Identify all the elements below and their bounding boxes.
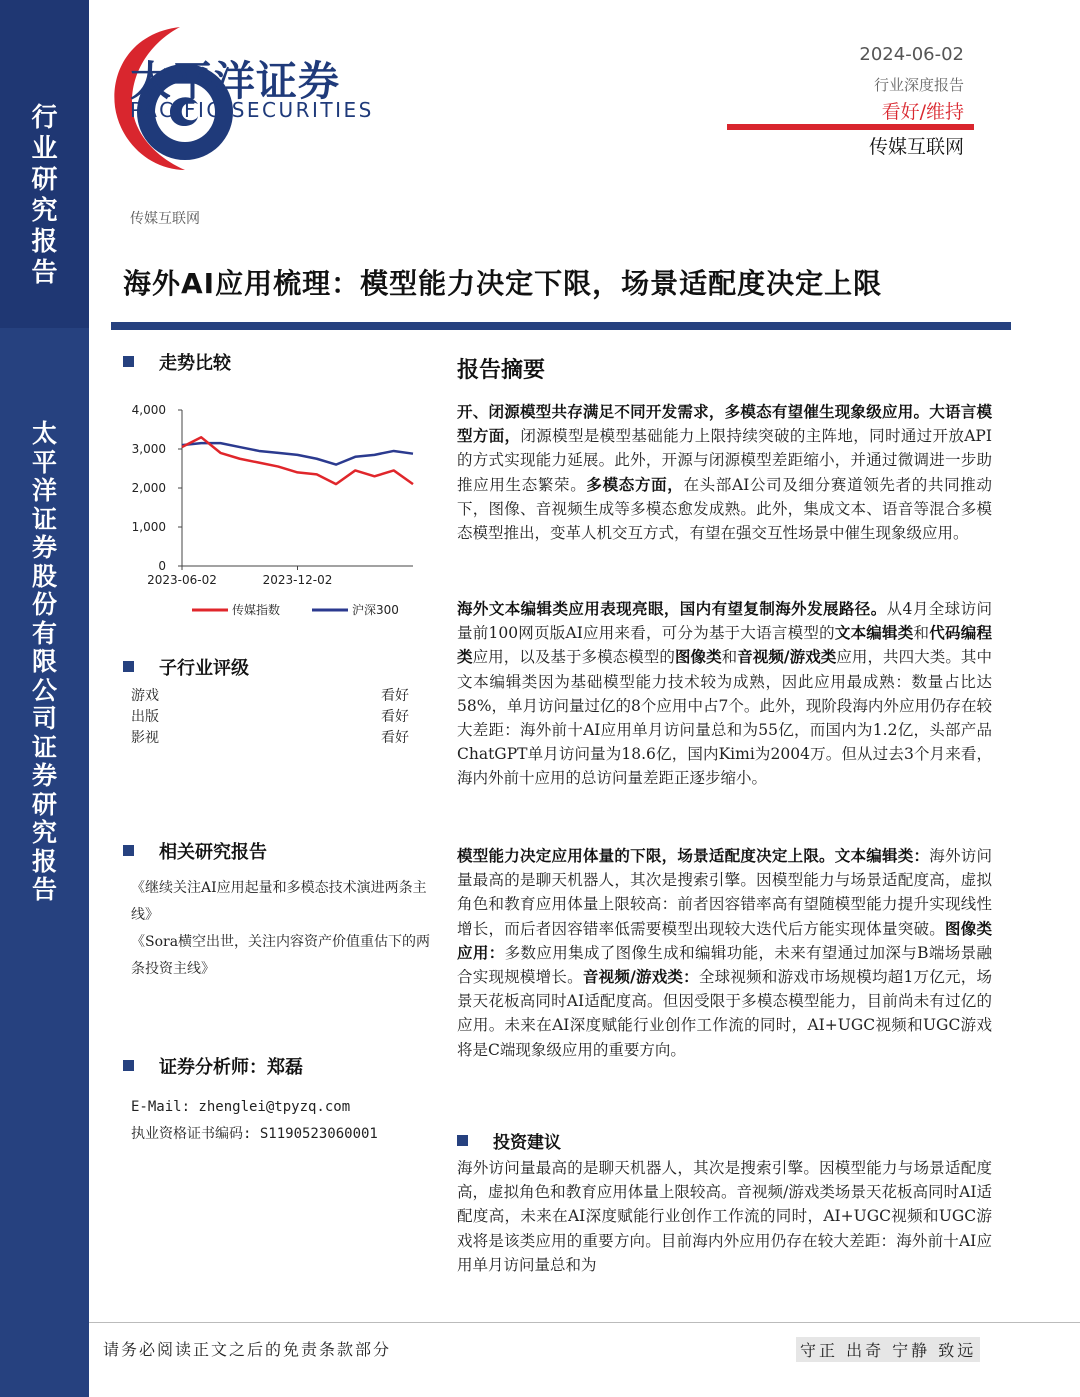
y-tick-label: 3,000 [131, 442, 166, 456]
analyst-heading: 证券分析师：郑磊 [123, 1053, 303, 1079]
report-type: 行业深度报告 [873, 76, 964, 94]
rating-row: 出版 看好 [131, 709, 409, 725]
sub-rating-heading: 子行业评级 [123, 654, 249, 680]
trend-chart [126, 396, 446, 626]
rating-row: 游戏 看好 [131, 688, 409, 704]
bullet-square-icon [457, 1135, 468, 1146]
y-tick-label: 4,000 [131, 403, 166, 417]
y-tick-label: 0 [158, 559, 166, 573]
y-tick-label: 2,000 [131, 481, 166, 495]
rating-label: 看好/维持 [881, 101, 964, 123]
bullet-square-icon [123, 845, 134, 856]
series-line [182, 443, 413, 464]
report-date: 2024-06-02 [859, 44, 964, 65]
industry-small-label: 传媒互联网 [130, 211, 200, 227]
footer-disclaimer: 请务必阅读正文之后的免责条款部分 [103, 1340, 392, 1359]
page-title: 海外AI应用梳理：模型能力决定下限，场景适配度决定上限 [123, 267, 883, 300]
trend-section-heading: 走势比较 [123, 349, 231, 375]
title-rule [111, 322, 1011, 330]
related-reports-heading: 相关研究报告 [123, 838, 267, 864]
related-report-link[interactable]: 《Sora横空出世，关注内容资产价值重估下的两条投资主线》 [131, 934, 431, 977]
legend-label: 传媒指数 [232, 603, 281, 617]
bullet-square-icon [123, 1060, 134, 1071]
abstract-paragraph-2: 海外文本编辑类应用表现亮眼，国内有望复制海外发展路径。从4月全球访问量前100网页版AI应用来看，可分为基于大语言模型的文本编辑类和代码编程类应用，以及基于多模态模型的图像类和音视频/游戏类应用，共四大类。其中文本编辑类因为基础模型能力技术较为成熟，因此应用最成熟：数量占比达58%，单月访问量过亿的8个应用中占7个。此外，现阶段海内外应用仍存在较大差距：海外前十AI应用单月访问量总和为55亿，而国内为1.2亿，头部产品ChatGPT单月访问量为18.6亿，国内Kimi为2004万。但从过去3个月来看，海内外前十应用的总访问量差距正逐步缩小。 [457, 599, 992, 788]
y-tick-label: 1,000 [131, 520, 166, 534]
sub-rating-list [131, 686, 421, 749]
bullet-square-icon [123, 661, 134, 672]
header-red-rule [727, 124, 974, 130]
analyst-contact [131, 1094, 378, 1148]
rating-row: 影视 看好 [131, 730, 409, 746]
related-report-link[interactable]: 《继续关注AI应用起量和多模态技术演进两条主线》 [131, 880, 427, 923]
related-reports-list [131, 875, 441, 983]
x-tick-label: 2023-12-02 [262, 573, 333, 587]
invest-paragraph: 海外访问量最高的是聊天机器人，其次是搜索引擎。因模型能力与场景适配度高，虚拟角色和教育应用体量上限较高。音视频/游戏类场景天花板高同时AI适配度高，未来在AI深度赋能行业创作工作流的同时，AI+UGC视频和UGC游戏将是该类应用的重要方向。目前海内外应用仍存在较大差距：海外前十AI应用单月访问量总和为 [457, 1159, 992, 1274]
industry-label: 传媒互联网 [868, 136, 964, 158]
abstract-paragraph-3: 模型能力决定应用体量的下限，场景适配度决定上限。文本编辑类：海外访问量最高的是聊天机器人，其次是搜索引擎。因模型能力与场景适配度高，虚拟角色和教育应用体量上限较高：前者因容错率高有望随模型能力提升实现线性增长，而后者因容错率低需要模型出现较大迭代后方能实现体量突破。图像类应用：多数应用集成了图像生成和编辑功能，未来有望通过加深与B端场景融合实现规模增长。音视频/游戏类：全球视频和游戏市场规模均超1万亿元，场景天花板高同时AI适配度高。但因受限于多模态模型能力，目前尚未有过亿的应用。未来在AI深度赋能行业创作工作流的同时，AI+UGC视频和UGC游戏将是C端现象级应用的重要方向。 [457, 846, 992, 1059]
analyst-email[interactable]: E-Mail: zhenglei@tpyzq.com [131, 1099, 351, 1115]
sidebar-report-label: 行 业 研 究 报 告 [31, 103, 58, 288]
brand-name-en: PACIFIC SECURITIES [130, 98, 374, 122]
footer-divider [89, 1322, 1080, 1323]
footer-motto: 守正 出奇 宁静 致远 [796, 1337, 980, 1362]
abstract-heading: 报告摘要 [457, 358, 546, 383]
analyst-license: 执业资格证书编码: S1190523060001 [131, 1126, 378, 1142]
legend-label: 沪深300 [352, 603, 399, 617]
sidebar-company-label: 太 平 洋 证 券 股 份 有 限 公 司 证 券 研 究 报 告 [31, 419, 57, 904]
bullet-square-icon [123, 356, 134, 367]
sidebar [0, 0, 89, 1397]
brand-name-cn: 太平洋证券 [130, 57, 340, 105]
invest-heading: 投资建议 [457, 1128, 561, 1153]
x-tick-label: 2023-06-02 [147, 573, 217, 587]
abstract-paragraph-1: 开、闭源模型共存满足不同开发需求，多模态有望催生现象级应用。大语言模型方面，闭源模型是模型基础能力上限持续突破的主阵地，同时通过开放API的方式实现能力延展。此外，开源与闭源模型差距缩小，并通过微调进一步助推应用生态繁荣。多模态方面，在头部AI公司及细分赛道领先者的共同推动下，图像、音视频生成等多模态愈发成熟。此外，集成文本、语音等混合多模态模型推出，变革人机交互方式，有望在强交互性场景中催生现象级应用。 [457, 402, 992, 543]
